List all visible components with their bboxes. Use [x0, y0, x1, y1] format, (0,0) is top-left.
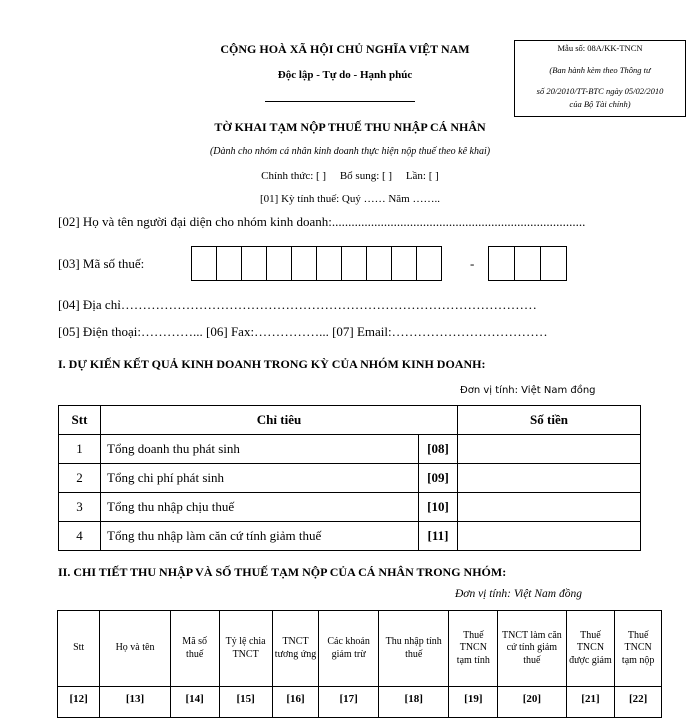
representative-name-label: [02] Họ và tên người đại diện cho nhóm kinh doanh: [58, 214, 332, 229]
col-code: [15] [219, 687, 272, 718]
col-code: [16] [272, 687, 319, 718]
col-code: [12] [58, 687, 100, 718]
header-divider [265, 101, 415, 102]
tax-code-digit[interactable] [291, 246, 317, 281]
col-header: Mã số thuế [170, 611, 219, 687]
email-field[interactable]: [07] Email:……………………………… [332, 324, 548, 339]
row-stt: 1 [59, 435, 101, 464]
tax-code-separator: - [470, 256, 475, 271]
tax-period: [01] Kỳ tính thuế: Quý …… Năm …….. [260, 193, 440, 205]
col-stt: Stt [59, 406, 101, 435]
tax-code-digit[interactable] [341, 246, 367, 281]
col-header: Thuế TNCN được giảm [566, 611, 615, 687]
business-result-table [58, 405, 641, 551]
row-code: [08] [419, 435, 458, 464]
tax-code-boxes[interactable] [191, 246, 441, 281]
table-code-row [58, 687, 662, 718]
row-stt: 4 [59, 522, 101, 551]
amount-cell[interactable] [458, 493, 641, 522]
form-issuance-note: (Ban hành kèm theo Thông tư [549, 65, 651, 75]
col-code: [22] [615, 687, 662, 718]
col-code: [18] [378, 687, 448, 718]
col-header: Thu nhập tính thuế [378, 611, 448, 687]
section-2-title: II. CHI TIẾT THU NHẬP VÀ SỐ THUẾ TẠM NỘP CỦA CÁ NHÂN TRONG NHÓM: [58, 565, 507, 579]
table-header-row [58, 611, 662, 687]
row-indicator: Tổng doanh thu phát sinh [101, 435, 419, 464]
tax-code-digit[interactable] [416, 246, 442, 281]
row-code: [10] [419, 493, 458, 522]
tax-code-digit[interactable] [191, 246, 217, 281]
col-header: TNCT tương ứng [272, 611, 319, 687]
field-contact[interactable] [58, 324, 548, 340]
table-header-row [59, 406, 641, 435]
col-code: [17] [319, 687, 379, 718]
row-code: [09] [419, 464, 458, 493]
row-indicator: Tổng thu nhập làm căn cứ tính giảm thuế [101, 522, 419, 551]
form-circular-ref: số 20/2010/TT-BTC ngày 05/02/2010 [536, 86, 664, 96]
form-number-box [514, 40, 686, 117]
address-dots: …………………………………………………………………………………… [120, 297, 537, 312]
tax-code-suffix-digit[interactable] [514, 246, 541, 281]
table-row [59, 522, 641, 551]
tax-code-digit[interactable] [241, 246, 267, 281]
section-2-unit: Đơn vị tính: Việt Nam đồng [455, 588, 582, 600]
col-header: TNCT làm căn cứ tính giảm thuế [498, 611, 566, 687]
row-code: [11] [419, 522, 458, 551]
table-row [59, 435, 641, 464]
col-indicator: Chỉ tiêu [101, 406, 458, 435]
col-code: [19] [449, 687, 498, 718]
form-number: Mẫu số: 08A/KK-TNCN [557, 43, 643, 53]
row-indicator: Tổng chi phí phát sinh [101, 464, 419, 493]
section-1-unit: Đơn vị tính: Việt Nam đồng [460, 385, 596, 396]
address-label: [04] Địa chỉ [58, 297, 121, 312]
col-code: [21] [566, 687, 615, 718]
declaration-type: Chính thức: [ ] Bổ sung: [ ] Lần: [ ] [261, 170, 439, 182]
col-header: Thuế TNCN tạm tính [449, 611, 498, 687]
field-address[interactable] [58, 297, 537, 313]
amount-cell[interactable] [458, 435, 641, 464]
form-ministry: của Bộ Tài chính) [569, 99, 631, 109]
nation-heading: CỘNG HOÀ XÃ HỘI CHỦ NGHĨA VIỆT NAM [220, 42, 470, 56]
table-row [59, 493, 641, 522]
col-code: [20] [498, 687, 566, 718]
col-header: Tỷ lệ chia TNCT [219, 611, 272, 687]
table-row [59, 464, 641, 493]
section-1-title: I. DỰ KIẾN KẾT QUẢ KINH DOANH TRONG KỲ CỦA NHÓM KINH DOANH: [58, 357, 486, 371]
col-header: Họ và tên [100, 611, 170, 687]
tax-code-suffix-digit[interactable] [488, 246, 515, 281]
amount-cell[interactable] [458, 464, 641, 493]
amount-cell[interactable] [458, 522, 641, 551]
tax-code-digit[interactable] [366, 246, 392, 281]
col-header: Thuế TNCN tạm nộp [615, 611, 662, 687]
col-code: [13] [100, 687, 170, 718]
form-subtitle: (Dành cho nhóm cá nhân kinh doanh thực hiện nộp thuế theo kê khai) [209, 146, 491, 157]
phone-field[interactable]: [05] Điện thoại:…………... [58, 324, 203, 339]
tax-code-digit[interactable] [391, 246, 417, 281]
row-indicator: Tổng thu nhập chịu thuế [101, 493, 419, 522]
col-header: Stt [58, 611, 100, 687]
tax-code-suffix-boxes[interactable] [488, 246, 566, 281]
tax-code-digit[interactable] [216, 246, 242, 281]
field-representative-name[interactable] [58, 214, 585, 230]
tax-code-label: [03] Mã số thuế: [58, 256, 145, 271]
form-title: TỜ KHAI TẠM NỘP THUẾ THU NHẬP CÁ NHÂN [214, 120, 486, 134]
col-code: [14] [170, 687, 219, 718]
fax-field[interactable]: [06] Fax:……………... [206, 324, 329, 339]
member-income-table [57, 610, 662, 718]
tax-code-digit[interactable] [266, 246, 292, 281]
row-stt: 3 [59, 493, 101, 522]
tax-code-digit[interactable] [316, 246, 342, 281]
col-amount: Số tiền [458, 406, 641, 435]
col-header: Các khoản giảm trừ [319, 611, 379, 687]
representative-name-dots: .............................................................................. [331, 214, 586, 229]
motto-heading: Độc lập - Tự do - Hạnh phúc [277, 69, 413, 81]
tax-code-suffix-digit[interactable] [540, 246, 567, 281]
row-stt: 2 [59, 464, 101, 493]
